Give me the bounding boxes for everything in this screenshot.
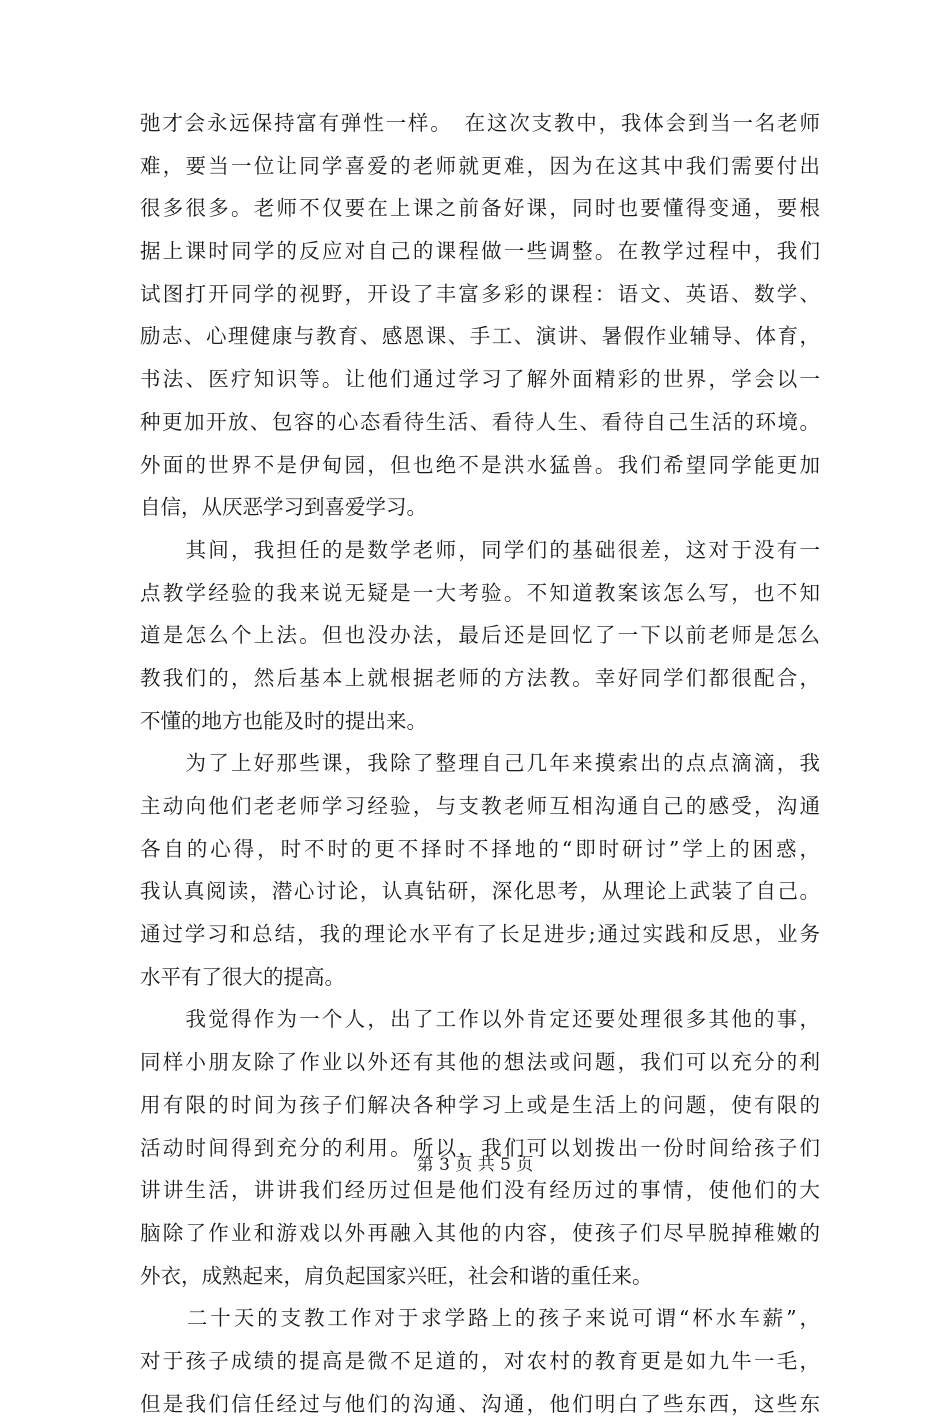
text-line: 弛才会永远保持富有弹性一样。 在这次支教中，我体会到当一名老师 bbox=[140, 111, 820, 135]
text-line: 点教学经验的我来说无疑是一大考验。不知道教案该怎么写，也不知 bbox=[140, 580, 820, 605]
page-number: 第 3 页 共 5 页 bbox=[416, 1155, 534, 1175]
text-line: 难，要当一位让同学喜爱的老师就更难，因为在这其中我们需要付出 bbox=[140, 153, 820, 178]
text-line: 自信，从厌恶学习到喜爱学习。 bbox=[140, 495, 427, 520]
text-line: 二十天的支教工作对于求学路上的孩子来说可谓“杯水车薪”， bbox=[140, 1306, 820, 1331]
text-line: 我认真阅读，潜心讨论，认真钻研，深化思考，从理论上武装了自己。 bbox=[140, 879, 820, 904]
text-line: 同样小朋友除了作业以外还有其他的想法或问题，我们可以充分的利 bbox=[140, 1050, 820, 1075]
text-line: 不懂的地方也能及时的提出来。 bbox=[140, 708, 427, 733]
body-text bbox=[140, 102, 820, 1425]
text-line: 很多很多。老师不仅要在上课之前备好课，同时也要懂得变通，要根 bbox=[140, 196, 820, 221]
text-line: 活动时间得到充分的利用。所以，我们可以划拨出一份时间给孩子们 bbox=[140, 1135, 820, 1160]
text-line: 为了上好那些课，我除了整理自己几年来摸索出的点点滴滴，我 bbox=[140, 751, 820, 776]
text-line: 其间，我担任的是数学老师，同学们的基础很差，这对于没有一 bbox=[140, 537, 820, 562]
text-line: 试图打开同学的视野，开设了丰富多彩的课程：语文、英语、数学、 bbox=[140, 281, 820, 306]
text-line: 道是怎么个上法。但也没办法，最后还是回忆了一下以前老师是怎么 bbox=[140, 623, 820, 648]
text-line: 教我们的，然后基本上就根据老师的方法教。幸好同学们都很配合， bbox=[140, 665, 820, 690]
text-line: 讲讲生活，讲讲我们经历过但是他们没有经历过的事情，使他们的大 bbox=[140, 1178, 820, 1203]
text-line: 外衣，成熟起来，肩负起国家兴旺，社会和谐的重任来。 bbox=[140, 1263, 653, 1288]
text-line: 主动向他们老老师学习经验，与支教老师互相沟通自己的感受，沟通 bbox=[140, 794, 820, 818]
text-line: 书法、医疗知识等。让他们通过学习了解外面精彩的世界，学会以一 bbox=[140, 367, 820, 392]
text-line: 用有限的时间为孩子们解决各种学习上或是生活上的问题，使有限的 bbox=[140, 1092, 820, 1117]
text-line: 对于孩子成绩的提高是微不足道的，对农村的教育更是如九牛一毛， bbox=[140, 1348, 820, 1373]
text-line: 但是我们信任经过与他们的沟通、沟通，他们明白了些东西，这些东 bbox=[140, 1391, 820, 1416]
text-line: 外面的世界不是伊甸园，但也绝不是洪水猛兽。我们希望同学能更加 bbox=[140, 452, 820, 477]
text-line: 我觉得作为一个人，出了工作以外肯定还要处理很多其他的事， bbox=[140, 1007, 820, 1032]
text-line: 励志、心理健康与教育、感恩课、手工、演讲、暑假作业辅导、体育， bbox=[140, 324, 820, 349]
text-line: 各自的心得，时不时的更不择时不择地的“即时研讨”学上的困惑， bbox=[140, 836, 820, 861]
text-line: 脑除了作业和游戏以外再融入其他的内容，使孩子们尽早脱掉稚嫩的 bbox=[140, 1220, 820, 1245]
text-line: 水平有了很大的提高。 bbox=[140, 964, 345, 989]
text-line: 据上课时同学的反应对自己的课程做一些调整。在教学过程中，我们 bbox=[140, 239, 820, 264]
text-line: 种更加开放、包容的心态看待生活、看待人生、看待自己生活的环境。 bbox=[140, 409, 820, 434]
text-line: 通过学习和总结，我的理论水平有了长足进步;通过实践和反思，业务 bbox=[140, 922, 820, 947]
